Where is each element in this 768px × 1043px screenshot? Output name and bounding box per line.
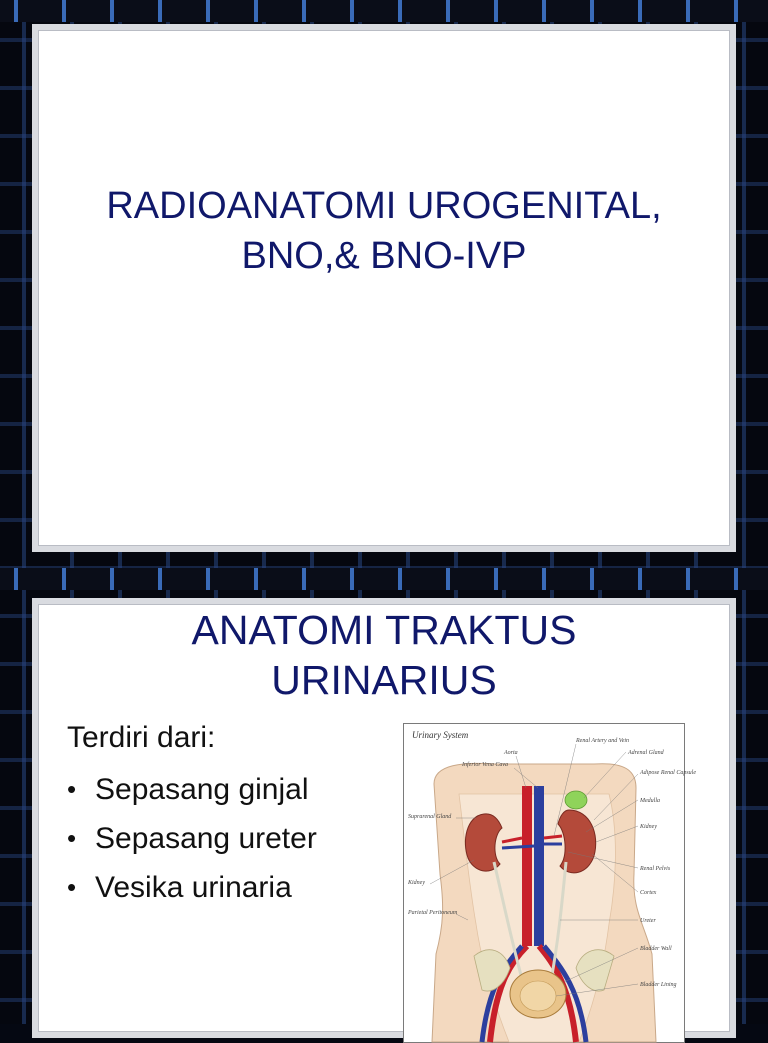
figure-title: Urinary System <box>412 730 469 740</box>
slide-1-title-line-1: RADIOANATOMI UROGENITAL, <box>106 185 662 227</box>
slide-2-title <box>39 605 729 705</box>
list-item <box>67 765 317 814</box>
label-medulla: Medulla <box>640 798 660 804</box>
bullet-icon: • <box>67 872 77 902</box>
label-parietal-peritoneum: Parietal Peritoneum <box>408 910 458 916</box>
label-bladder-wall: Bladder Wall <box>640 946 672 952</box>
aorta-icon <box>522 786 532 946</box>
bullet-list <box>67 765 317 912</box>
vena-cava-icon <box>534 786 544 946</box>
list-item-text: Sepasang ginjal <box>95 773 309 806</box>
label-adrenal-gland: Adrenal Gland <box>628 750 664 756</box>
slide-2-title-line-2: URINARIUS <box>271 657 497 703</box>
list-item <box>67 814 317 863</box>
slide-2[interactable] <box>32 598 736 1038</box>
list-item <box>67 863 317 912</box>
label-renal-pelvis: Renal Pelvis <box>640 866 671 872</box>
film-strip-top <box>0 0 768 22</box>
right-renal-artery <box>544 836 562 838</box>
slide-1[interactable] <box>32 24 736 552</box>
label-aorta: Aorta <box>504 750 518 756</box>
slide-2-intro: Terdiri dari: <box>67 721 216 754</box>
list-item-text: Vesika urinaria <box>95 871 292 904</box>
list-item-text: Sepasang ureter <box>95 822 317 855</box>
bullet-icon: • <box>67 774 77 804</box>
label-suprarenal-gland: Suprarenal Gland <box>408 814 452 820</box>
slide-1-content <box>38 30 730 546</box>
label-inferior-vena-cava: Inferior Vena Cava <box>462 762 508 768</box>
bladder-lining-icon <box>520 981 556 1011</box>
label-renal-artery-vein: Renal Artery and Vein <box>576 738 630 744</box>
slide-1-title <box>39 181 729 281</box>
label-cortex: Cortex <box>640 890 657 896</box>
urinary-system-drawing <box>404 724 696 1042</box>
left-renal-vein <box>502 846 534 848</box>
label-adipose-renal-capsule: Adipose Renal Capsule <box>640 770 696 776</box>
label-kidney-left: Kidney <box>408 880 425 886</box>
urinary-system-illustration <box>403 723 696 1043</box>
slide-2-content <box>38 604 730 1032</box>
film-strip-middle <box>0 568 768 590</box>
bullet-icon: • <box>67 823 77 853</box>
adrenal-gland-icon <box>565 791 587 809</box>
slide-2-title-line-1: ANATOMI TRAKTUS <box>191 607 577 653</box>
label-kidney-right: Kidney <box>640 824 657 830</box>
label-bladder-lining: Bladder Lining <box>640 982 677 988</box>
slide-1-title-line-2: BNO,& BNO-IVP <box>241 235 527 277</box>
label-ureter: Ureter <box>640 918 656 924</box>
